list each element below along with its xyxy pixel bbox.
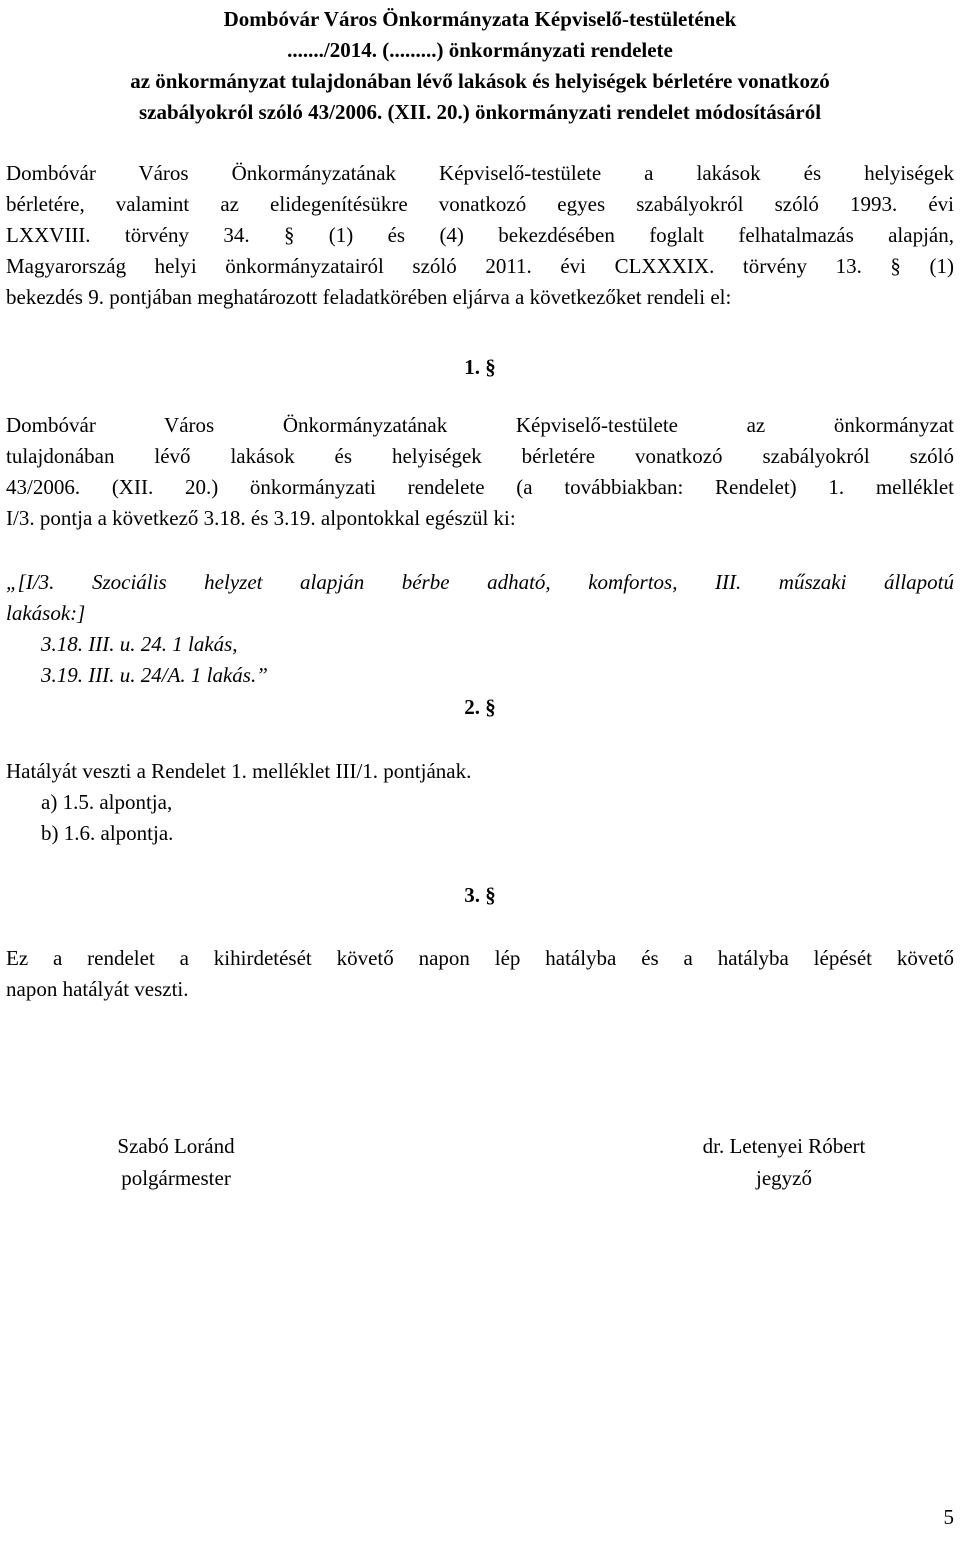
section-3-paragraph: [6, 943, 954, 1005]
amendment-quote: [6, 567, 954, 691]
signature-right: [664, 1130, 904, 1194]
title-line-2: ......./2014. (.........) önkormányzati rendelete: [287, 38, 673, 62]
title-line-3: az önkormányzat tulajdonában lévő lakások és helyiségek bérletére vonatkozó: [130, 69, 830, 93]
title-line-4: szabályokról szóló 43/2006. (XII. 20.) önkormányzati rendelet módosításáról: [138, 100, 822, 124]
title-line-1: Dombóvár Város Önkormányzata Képviselő-testületének: [223, 7, 737, 31]
signature-right-name: dr. Letenyei Róbert: [702, 1134, 866, 1158]
signature-left-role: polgármester: [121, 1166, 231, 1190]
preamble-line: Dombóvár Város Önkormányzatának Képviselő-testülete a lakások és helyiségek: [6, 161, 954, 185]
section-1-paragraph: [6, 410, 954, 534]
section-3-line: Ez a rendelet a kihirdetését követő napon lép hatályba és a hatályba lépését követő: [6, 946, 954, 970]
page-number: 5: [943, 1505, 954, 1529]
section-1-heading: 1. §: [464, 355, 496, 379]
document-title: [0, 4, 960, 128]
section-3-heading: 3. §: [464, 883, 496, 907]
preamble-paragraph: [6, 158, 954, 313]
quote-line-2: lakások:]: [6, 601, 86, 625]
preamble-line: LXXVIII. törvény 34. § (1) és (4) bekezdésében foglalt felhatalmazás alapján,: [6, 223, 954, 247]
section-2-item-b: b) 1.6. alpontja.: [41, 821, 174, 845]
preamble-line: bérletére, valamint az elidegenítésükre vonatkozó egyes szabályokról szóló 1993. évi: [6, 192, 954, 216]
preamble-line: bekezdés 9. pontjában meghatározott feladatkörében eljárva a következőket rendeli el:: [6, 285, 732, 309]
quote-line-1: „[I/3. Szociális helyzet alapján bérbe adható, komfortos, III. műszaki állapotú: [6, 570, 954, 594]
section-1-line: I/3. pontja a következő 3.18. és 3.19. alpontokkal egészül ki:: [6, 506, 516, 530]
section-1-line: Dombóvár Város Önkormányzatának Képviselő-testülete az önkormányzat: [6, 413, 954, 437]
section-2-intro: Hatályát veszti a Rendelet 1. melléklet III/1. pontjának.: [6, 759, 472, 783]
section-2-heading: 2. §: [464, 695, 496, 719]
section-1-line: tulajdonában lévő lakások és helyiségek bérletére vonatkozó szabályokról szóló: [6, 444, 954, 468]
preamble-line: Magyarország helyi önkormányzatairól szóló 2011. évi CLXXXIX. törvény 13. § (1): [6, 254, 954, 278]
quote-item-1: 3.18. III. u. 24. 1 lakás,: [41, 632, 238, 656]
quote-item-2: 3.19. III. u. 24/A. 1 lakás.”: [41, 663, 268, 687]
section-3-line: napon hatályát veszti.: [6, 977, 189, 1001]
signature-left: [96, 1130, 256, 1194]
signature-right-role: jegyző: [756, 1166, 812, 1190]
signature-left-name: Szabó Loránd: [117, 1134, 235, 1158]
section-1-line: 43/2006. (XII. 20.) önkormányzati rendelete (a továbbiakban: Rendelet) 1. melléklet: [6, 475, 954, 499]
section-2-list: [6, 756, 471, 849]
section-2-item-a: a) 1.5. alpontja,: [41, 790, 173, 814]
